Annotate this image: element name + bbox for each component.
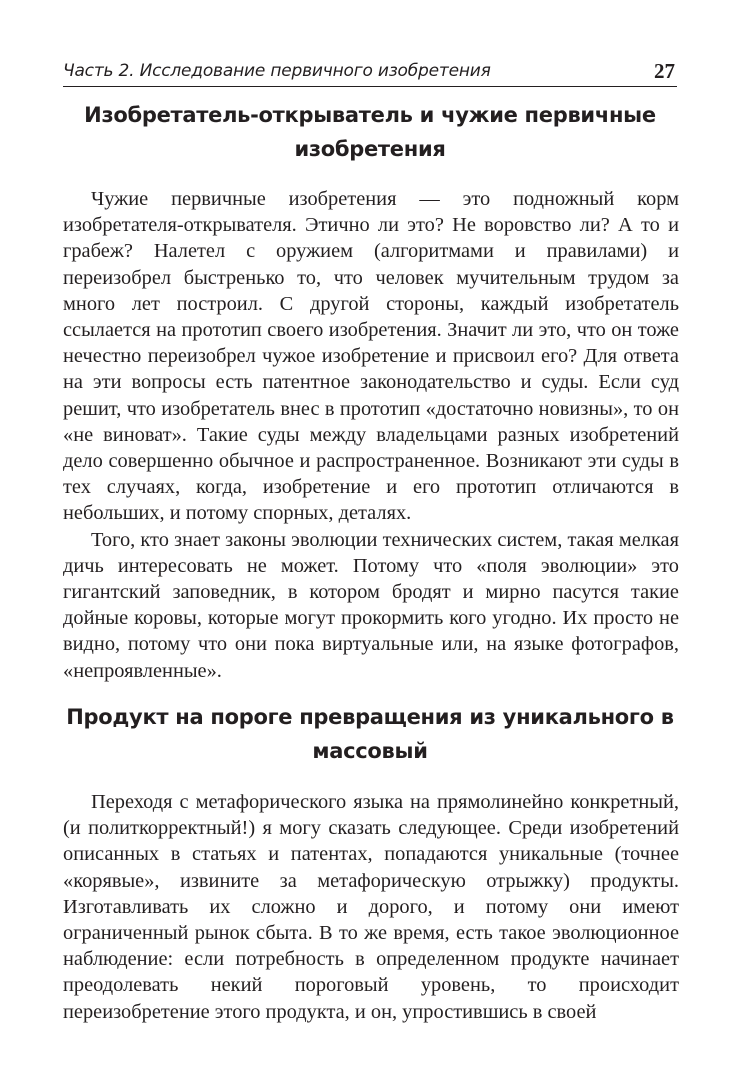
section-heading: Продукт на пороге превращения из уникального в массовый [66,705,674,763]
running-head-title: Часть 2. Исследование первичного изобретения [63,61,491,81]
paragraph: Переходя с метафорического языка на прямолинейно конкретный, (и политкорректный!) я могу сказать следующее. Среди изобретений описанных в статьях и патентах, попадаются уникальные (точнее «корявые», извините за метафорическую отрыжку) продукты. Изготавливать их сложно и дорого, и потому они имеют ограниченный рынок сбыта. В то же время, есть такое эволюционное наблюдение: если потребность в определенном продукте начинает преодолевать некий пороговый уровень, то происходит переизобретение этого продукта, и он, упростившись в своей [63,791,679,1023]
paragraph: Того, кто знает законы эволюции технических систем, такая мелкая дичь интересовать не может. Потому что «поля эволюции» это гигантский заповедник, в котором бродят и мирно пасутся такие дойные коровы, которые могут прокормить кого угодно. Их просто не видно, потому что они пока виртуальные или, на языке фотографов, «непроявленные». [63,528,679,682]
section-body [63,186,679,684]
page-number: 27 [654,59,675,83]
section-body [63,789,679,1025]
section-heading: Изобретатель-открыватель и чужие первичные изобретения [84,103,656,161]
paragraph: Чужие первичные изобретения — это подножный корм изобретателя-открывателя. Этично ли это? Не воровство ли? А то и грабеж? Налетел с оружием (алгоритмами и правилами) и переизобрел быстренько то, что человек мучительным трудом за много лет построил. С другой стороны, каждый изобретатель ссылается на прототип своего изобретения. Значит ли это, что он тоже нечестно переизобрел чужое изобретение и присвоил его? Для ответа на эти вопросы есть патентное законодательство и суды. Если суд решит, что изобретатель внес в прототип «достаточно новизны», то он «не виноват». Такие суды между владельцами разных изобретений дело совершенно обычное и распространенное. Возникают эти суды в тех случаях, когда, изобретение и его прототип отличаются в небольших, и потому спорных, деталях. [63,188,679,525]
running-head [63,60,677,87]
